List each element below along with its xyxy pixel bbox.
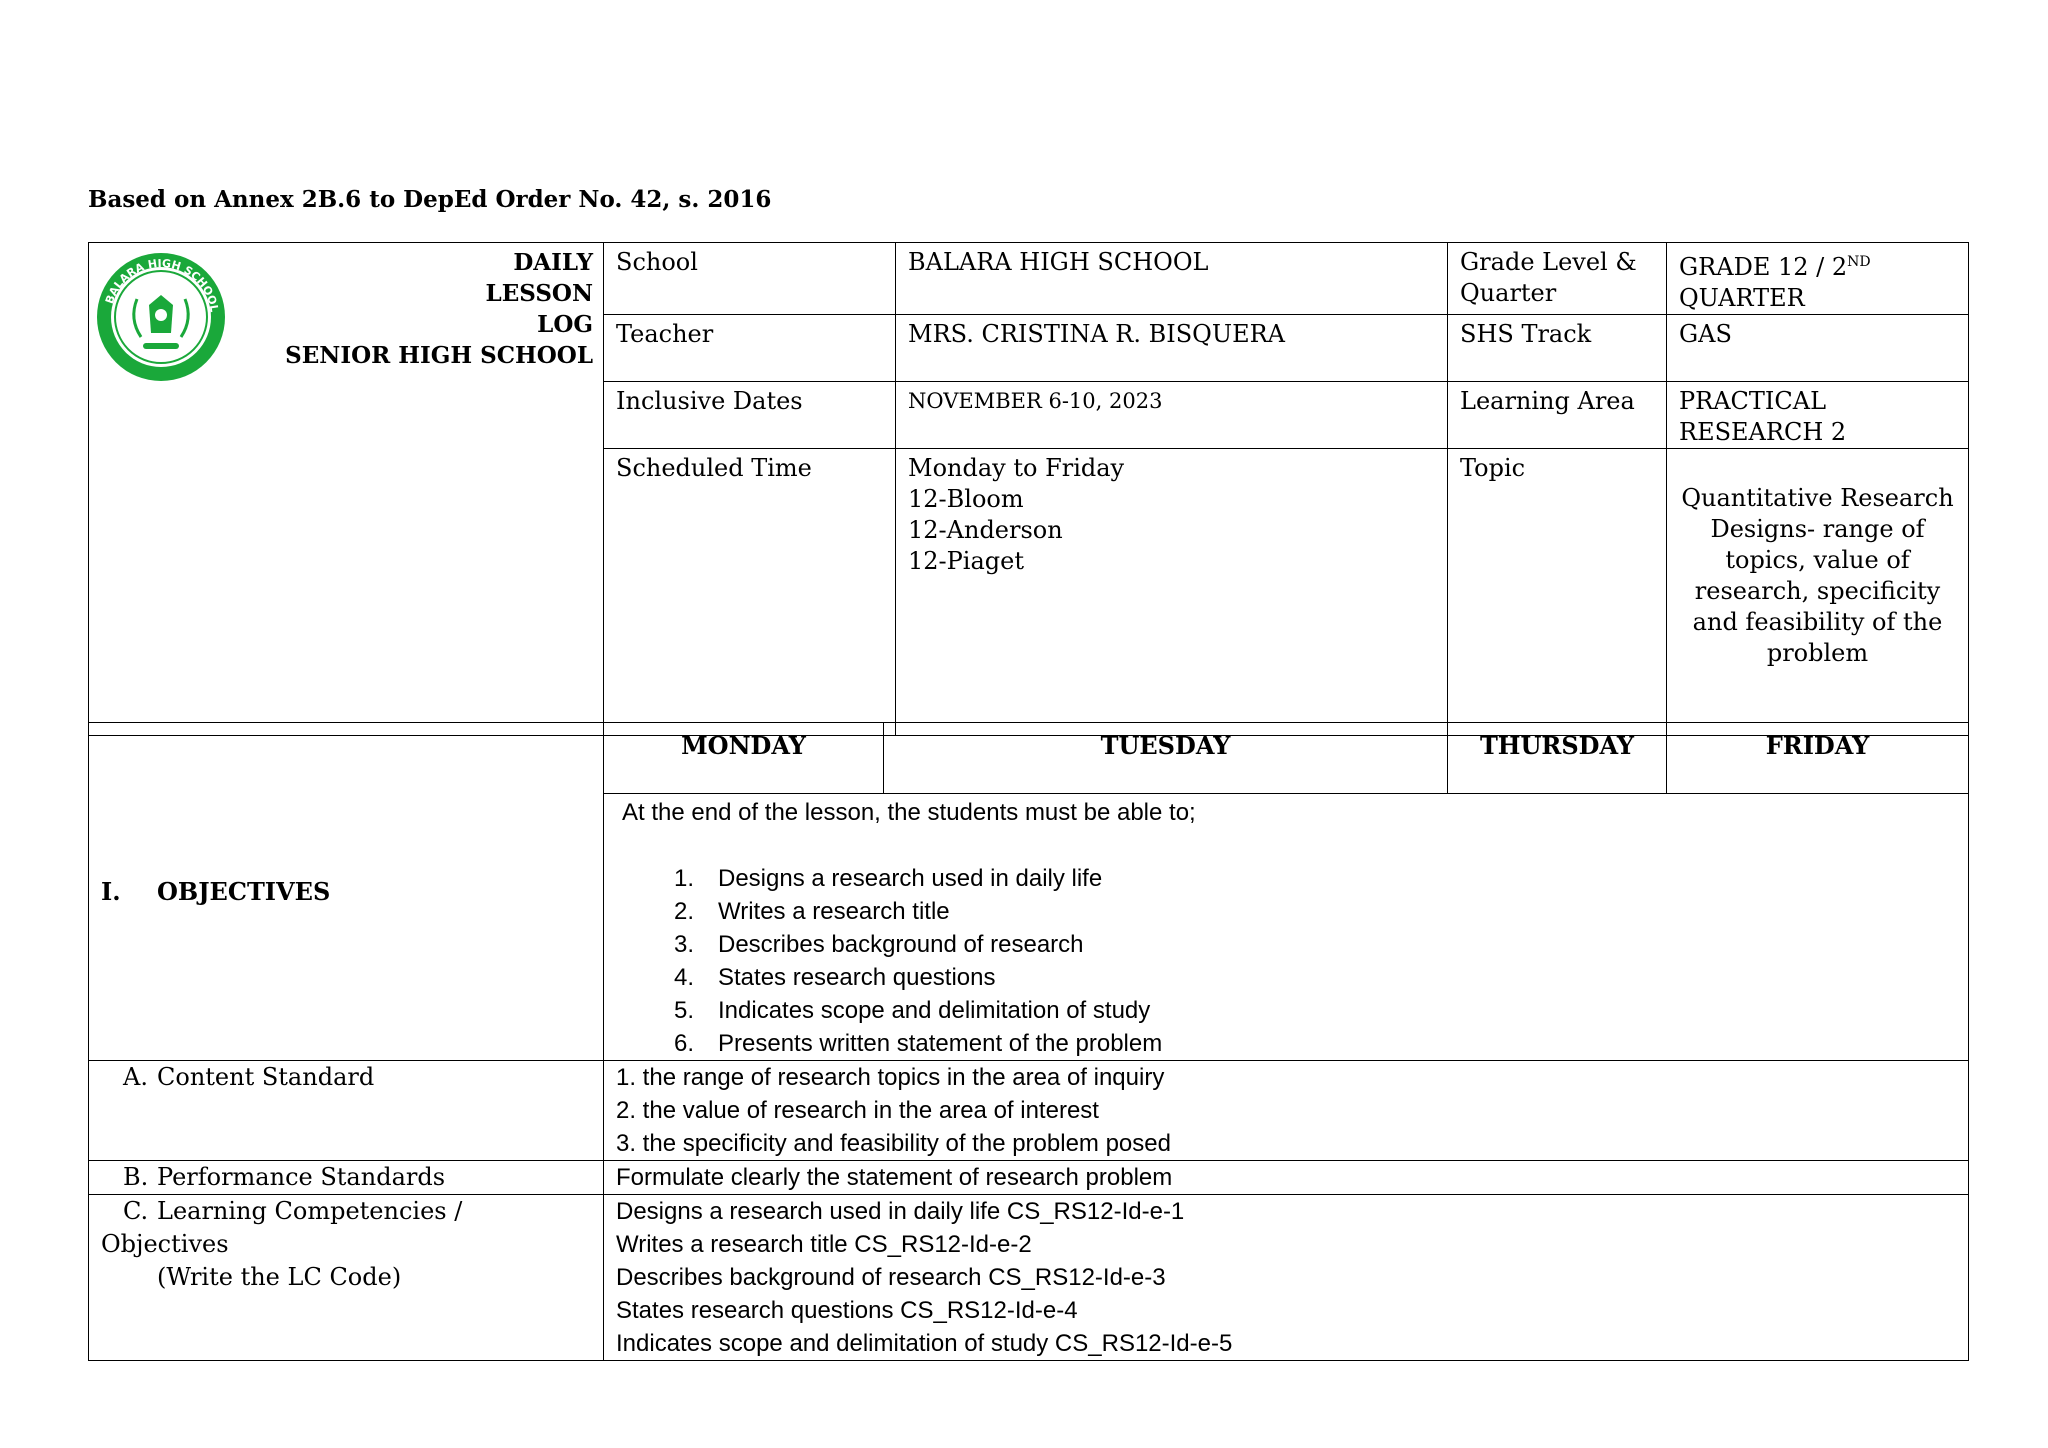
list-item: 4. States research questions	[673, 964, 996, 991]
topic-label: Topic	[1448, 449, 1667, 736]
svg-text:BALARA HIGH SCHOOL: BALARA HIGH SCHOOL	[102, 256, 221, 313]
track-label: SHS Track	[1448, 315, 1667, 382]
title-cell	[89, 243, 604, 736]
list-item: 2. Writes a research title	[673, 898, 950, 925]
performance-standards-value: Formulate clearly the statement of research problem	[604, 1161, 1969, 1195]
topic-value: Quantitative Research Designs- range of topics, value of research, specificity and feasibility of the problem	[1667, 449, 1969, 736]
day-tuesday: TUESDAY	[884, 723, 1448, 794]
objectives-list	[622, 862, 1956, 1060]
objectives-intro: At the end of the lesson, the students must be able to;	[622, 799, 1196, 826]
grade-value: GRADE 12 / 2ND QUARTER	[1667, 243, 1969, 315]
annex-note: Based on Annex 2B.6 to DepEd Order No. 42, s. 2016	[88, 186, 772, 213]
objectives-content	[604, 794, 1969, 1061]
dates-value: NOVEMBER 6-10, 2023	[896, 382, 1448, 449]
dates-label: Inclusive Dates	[604, 382, 896, 449]
area-label: Learning Area	[1448, 382, 1667, 449]
performance-standards-label: B. Performance Standards	[89, 1161, 604, 1195]
school-value: BALARA HIGH SCHOOL	[896, 243, 1448, 315]
list-item: 1. Designs a research used in daily life	[673, 865, 1103, 892]
time-value: Monday to Friday 12-Bloom 12-Anderson 12-Piaget	[896, 449, 1448, 736]
list-item: 6. Presents written statement of the problem	[673, 1030, 1163, 1057]
header-table	[88, 242, 1969, 736]
teacher-value: MRS. CRISTINA R. BISQUERA	[896, 315, 1448, 382]
track-value: GAS	[1667, 315, 1969, 382]
competencies-value: Designs a research used in daily life CS_RS12-Id-e-1 Writes a research title CS_RS12-Id-e-2 Describes background of research CS_RS12-Id-e-3 States research questions CS_RS12-Id-e-4 Indicates scope and delimitation of study CS_RS12-Id-e-5	[604, 1195, 1969, 1361]
lesson-table	[88, 722, 1969, 1361]
list-item: 3. Describes background of research	[673, 931, 1084, 958]
list-item: 5. Indicates scope and delimitation of study	[673, 997, 1151, 1024]
competencies-label: C. Learning Competencies / Objectives (Write the LC Code)	[89, 1195, 604, 1361]
dll-title: DAILY LESSON LOG SENIOR HIGH SCHOOL	[285, 249, 593, 369]
day-thursday: THURSDAY	[1448, 723, 1667, 794]
day-monday: MONDAY	[604, 723, 884, 794]
time-label: Scheduled Time	[604, 449, 896, 736]
grade-label: Grade Level & Quarter	[1448, 243, 1667, 315]
teacher-label: Teacher	[604, 315, 896, 382]
school-logo	[93, 249, 229, 385]
objectives-heading: I. OBJECTIVES	[89, 723, 604, 1061]
area-value: PRACTICAL RESEARCH 2	[1667, 382, 1969, 449]
day-friday: FRIDAY	[1667, 723, 1969, 794]
content-standard-value: 1. the range of research topics in the area of inquiry 2. the value of research in the area of interest 3. the specificity and feasibility of the problem posed	[604, 1061, 1969, 1161]
content-standard-label: A. Content Standard	[89, 1061, 604, 1161]
school-label: School	[604, 243, 896, 315]
